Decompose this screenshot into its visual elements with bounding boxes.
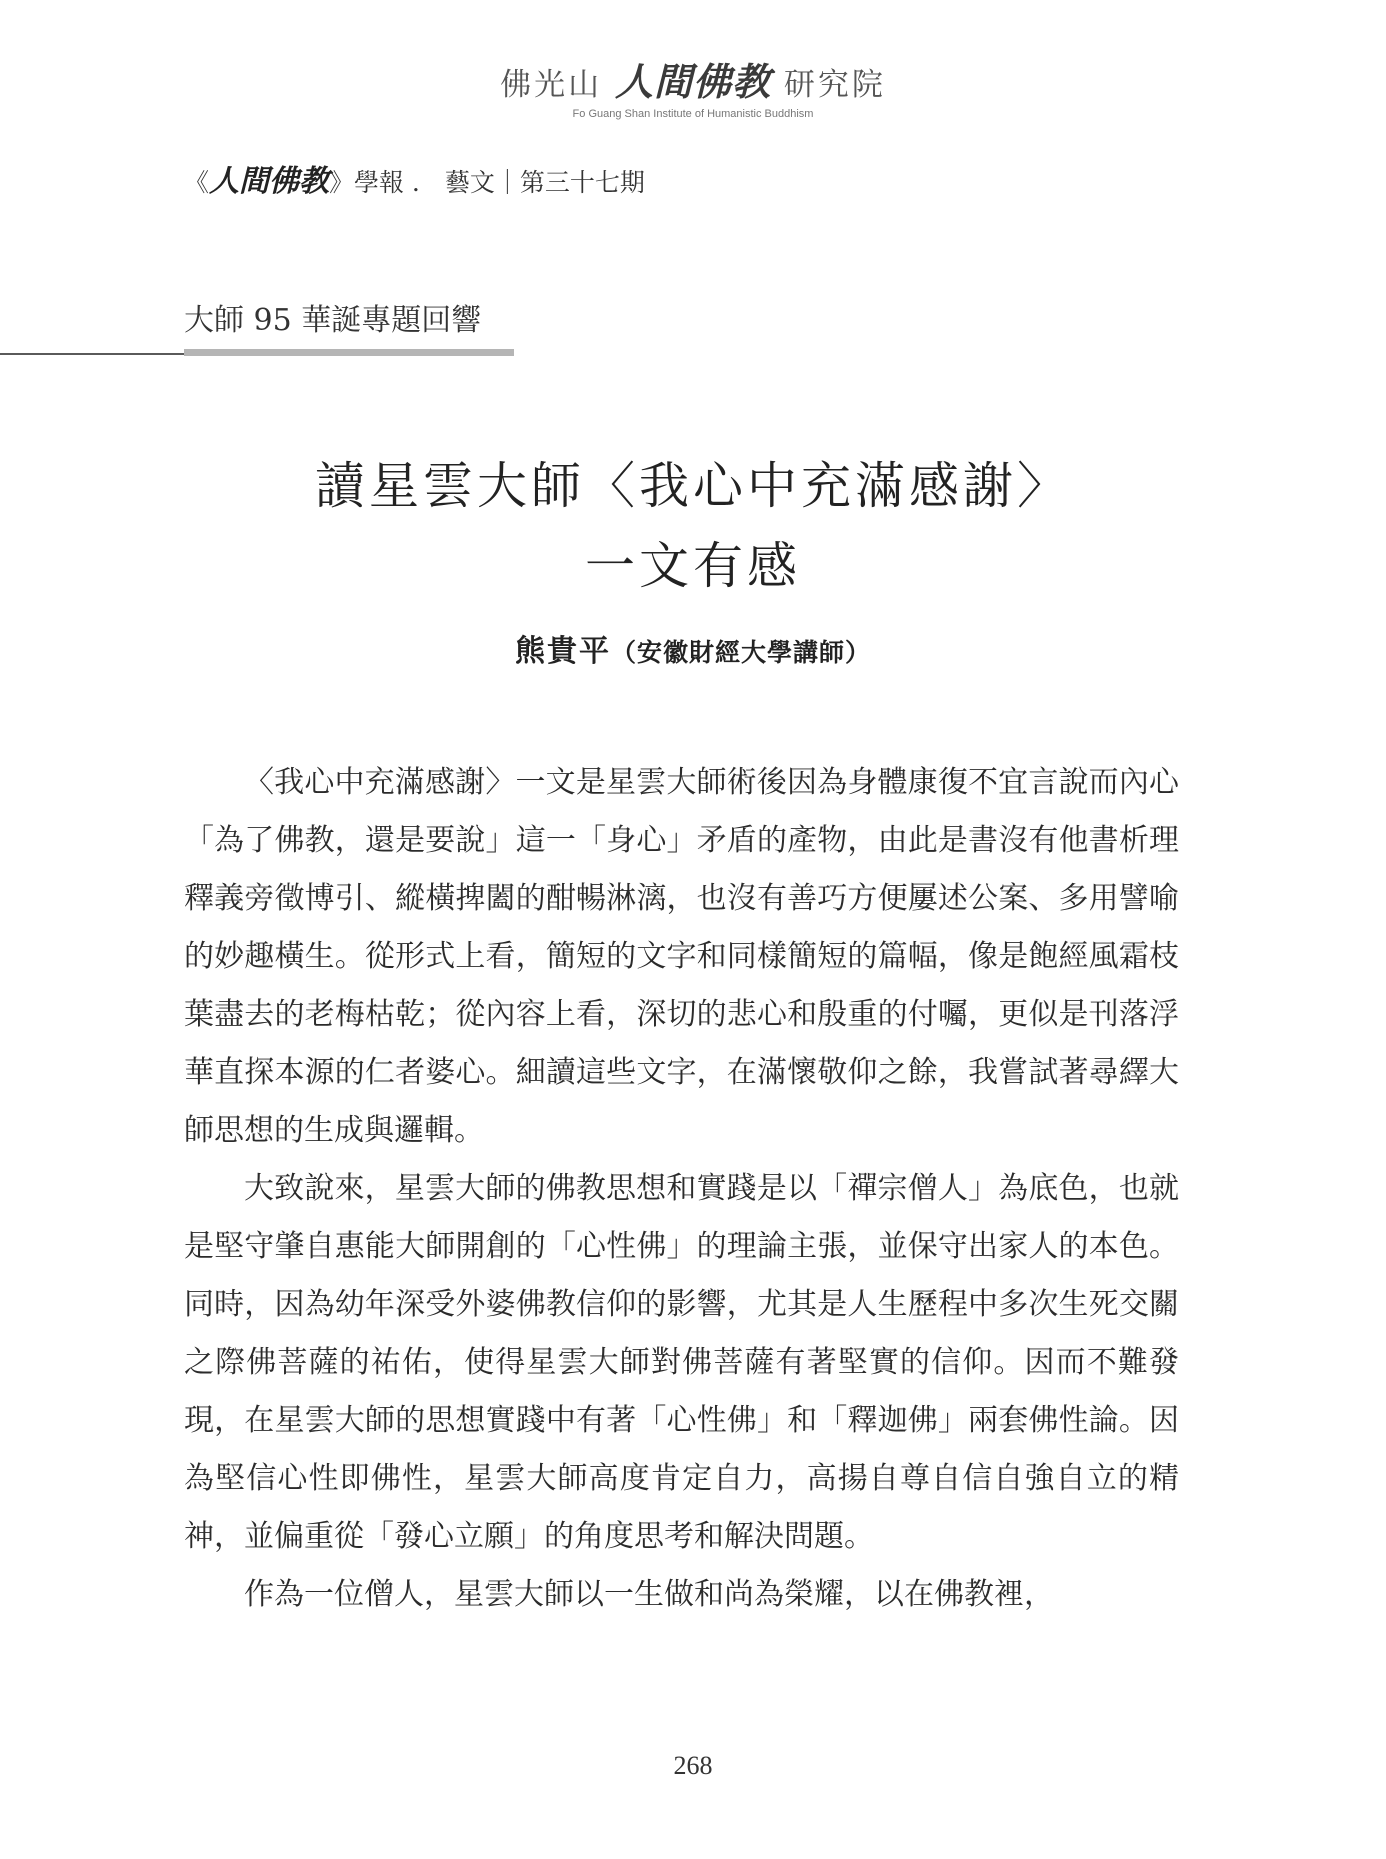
institute-name <box>0 62 1386 105</box>
journal-issue-info: 》學報 ． 藝文｜第三十七期 <box>329 168 645 197</box>
article-body <box>184 754 1179 1624</box>
journal-open-bracket: 《 <box>184 168 210 197</box>
section-title: 大師 95 華誕專題回響 <box>184 303 482 338</box>
page-number: 268 <box>673 1751 713 1780</box>
article-title-line-1: 讀星雲大師〈我心中充滿感謝〉 <box>315 457 1071 515</box>
institute-prefix: 佛光山 <box>500 67 603 103</box>
body-paragraph-3: 作為一位僧人，星雲大師以一生做和尚為榮耀，以在佛教裡， <box>244 1577 1054 1612</box>
article-title-line-2: 一文有感 <box>585 537 801 595</box>
institute-english-name: Fo Guang Shan Institute of Humanistic Buddhism <box>572 108 814 120</box>
author-byline <box>0 632 1386 676</box>
body-paragraph-1: 〈我心中充滿感謝〉一文是星雲大師術後因為身體康復不宜言說而內心「為了佛教，還是要說」這一「身心」矛盾的產物，由此是書沒有他書析理釋義旁徵博引、縱橫捭闔的酣暢淋漓，也沒有善巧方便屢述公案、多用譬喻的妙趣橫生。從形式上看，簡短的文字和同樣簡短的篇幅，像是飽經風霜枝葉盡去的老梅枯乾；從內容上看，深切的悲心和殷重的付囑，更似是刊落浮華直探本源的仁者婆心。細讀這些文字，在滿懷敬仰之餘，我嘗試著尋繹大師思想的生成與邏輯。 <box>184 765 1179 1148</box>
institute-logo <box>0 62 1386 121</box>
institute-suffix: 研究院 <box>783 67 886 103</box>
author-affiliation: （安徽財經大學講師） <box>610 638 871 667</box>
journal-running-header <box>184 162 645 203</box>
author-name: 熊貴平 <box>514 634 611 669</box>
journal-brush-name: 人間佛教 <box>209 164 330 199</box>
article-title <box>0 446 1386 606</box>
institute-brush-logo: 人間佛教 <box>614 60 771 104</box>
body-paragraph-2: 大致說來，星雲大師的佛教思想和實踐是以「禪宗僧人」為底色，也就是堅守肇自惠能大師開創的「心性佛」的理論主張，並保守出家人的本色。同時，因為幼年深受外婆佛教信仰的影響，尤其是人生歷程中多次生死交關之際佛菩薩的祐佑，使得星雲大師對佛菩薩有著堅實的信仰。因而不難發現，在星雲大師的思想實踐中有著「心性佛」和「釋迦佛」兩套佛性論。因為堅信心性即佛性，星雲大師高度肯定自力，高揚自尊自信自強自立的精神，並偏重從「發心立願」的角度思考和解決問題。 <box>184 1171 1179 1554</box>
section-underline-bar <box>184 349 514 356</box>
